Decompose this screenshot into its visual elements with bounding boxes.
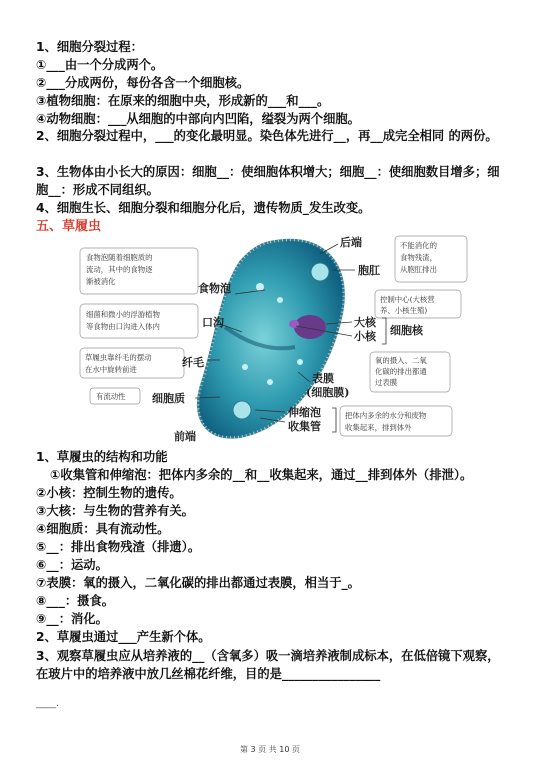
- label-biaomo: 表膜: [312, 372, 334, 385]
- label-xianmao: 纤毛: [182, 356, 204, 369]
- note-kougou-1: 细菌和微小的浮游植物: [86, 310, 160, 319]
- text-line: ③大核：与生物的营养有关。: [36, 504, 194, 518]
- label-xiaohe: 小核: [354, 330, 376, 343]
- text-line: 2、草履虫通过___产生新个体。: [36, 630, 211, 644]
- answer-blank: ____.: [36, 698, 60, 709]
- text-line: ⑤__：排出食物残渣（排遗）。: [36, 540, 201, 554]
- text-line: ④动物细胞：___从细胞的中部向内凹陷，缢裂为两个细胞。: [36, 112, 360, 126]
- text-line: 4、细胞生长、细胞分裂和细胞分化后，遗传物质_发生改变。: [36, 201, 371, 215]
- note-biaomo-2: 化碳的排出都通: [375, 367, 427, 376]
- text-line: 1、细胞分裂过程：: [36, 40, 143, 54]
- text-line: 3、观察草履虫应从培养液的__（含氧多）吸一滴培养液制成标本，在低倍镜下观察，在玻片中的培养液中放几丝棉花纤维，目的是________________: [36, 649, 500, 681]
- label-houduan: 后端: [340, 236, 362, 249]
- label-xibaohe: 细胞核: [390, 324, 423, 337]
- note-xianmao-1: 草履虫靠纤毛的摆动: [85, 353, 152, 362]
- note-gangmen-1: 不能消化的: [400, 241, 437, 250]
- note-shiwupao-1: 食物泡随着细胞质的: [86, 253, 153, 262]
- text-line: ②小核：控制生物的遗传。: [36, 486, 182, 500]
- text-line: ⑧___：摄食。: [36, 594, 115, 608]
- label-shoujiguan: 收集管: [288, 420, 321, 433]
- text-line: ②___分成两份，每份各含一个细胞核。: [36, 76, 250, 90]
- note-hexin-2: 养、小核生殖): [380, 306, 428, 315]
- note-biaomo-1: 氧的摄入、二氧: [375, 356, 427, 365]
- note-gangmen-3: 从胞肛排出: [400, 265, 437, 274]
- note-shensuo-2: 收集起来，排到体外: [345, 423, 412, 432]
- text-line: 2、细胞分裂过程中，___的变化最明显。染色体先进行__，再__成完全相同 的两份。: [36, 129, 498, 143]
- note-gangmen-2: 食物残渣，: [400, 253, 437, 262]
- text-line: ①___由一个分成两个。: [36, 58, 164, 72]
- label-dahe: 大核: [354, 316, 376, 329]
- note-hexin-1: 控制中心(大核营: [380, 295, 435, 304]
- text-line: 1、草履虫的结构和功能: [36, 450, 168, 464]
- note-biaomo-3: 过表膜: [375, 378, 398, 387]
- note-shiwupao-2: 流动，其中的食物逐: [86, 265, 153, 274]
- note-shiwupao-3: 渐被消化: [86, 277, 116, 286]
- label-gangmen: 胞肛: [358, 264, 380, 277]
- text-line: ⑦表膜：氧的摄入，二氧化碳的排出都通过表膜，相当于_。: [36, 576, 360, 590]
- label-xibaozhi: 细胞质: [152, 392, 185, 405]
- note-shensuo-1: 把体内多余的水分和废物: [345, 411, 427, 420]
- paramecium-diagram: [70, 232, 490, 444]
- text-line: ①收集管和伸缩泡：把体内多余的__和__收集起来，通过__排到体外（排泄）。: [50, 468, 473, 482]
- page-number: 第 3 页 共 10 页: [240, 745, 300, 754]
- text-line: ③植物细胞：在原来的细胞中央，形成新的___和___。: [36, 94, 330, 108]
- paramecium-body: [198, 240, 344, 438]
- label-qianduan: 前端: [174, 430, 196, 443]
- text-line: 3、生物体由小长大的原因：细胞__：使细胞体积增大；细胞__：使细胞数目增多；细胞__：形成不同组织。: [36, 165, 500, 197]
- note-xianmao-2: 在水中旋转前进: [85, 365, 137, 374]
- text-line: ⑨__：消化。: [36, 612, 108, 626]
- note-liudong: 有流动性: [96, 392, 126, 401]
- text-line: ⑥__：运动。: [36, 558, 108, 572]
- section-heading: 五、草履虫: [36, 219, 102, 234]
- label-xibaomo: (细胞膜): [306, 386, 350, 399]
- label-shensuopao: 伸缩泡: [288, 406, 321, 419]
- label-kougou: 口沟: [202, 316, 224, 329]
- note-kougou-2: 等食物由口沟进入体内: [86, 322, 160, 331]
- text-line: ④细胞质：具有流动性。: [36, 522, 170, 536]
- label-shiwupao: 食物泡: [198, 282, 231, 295]
